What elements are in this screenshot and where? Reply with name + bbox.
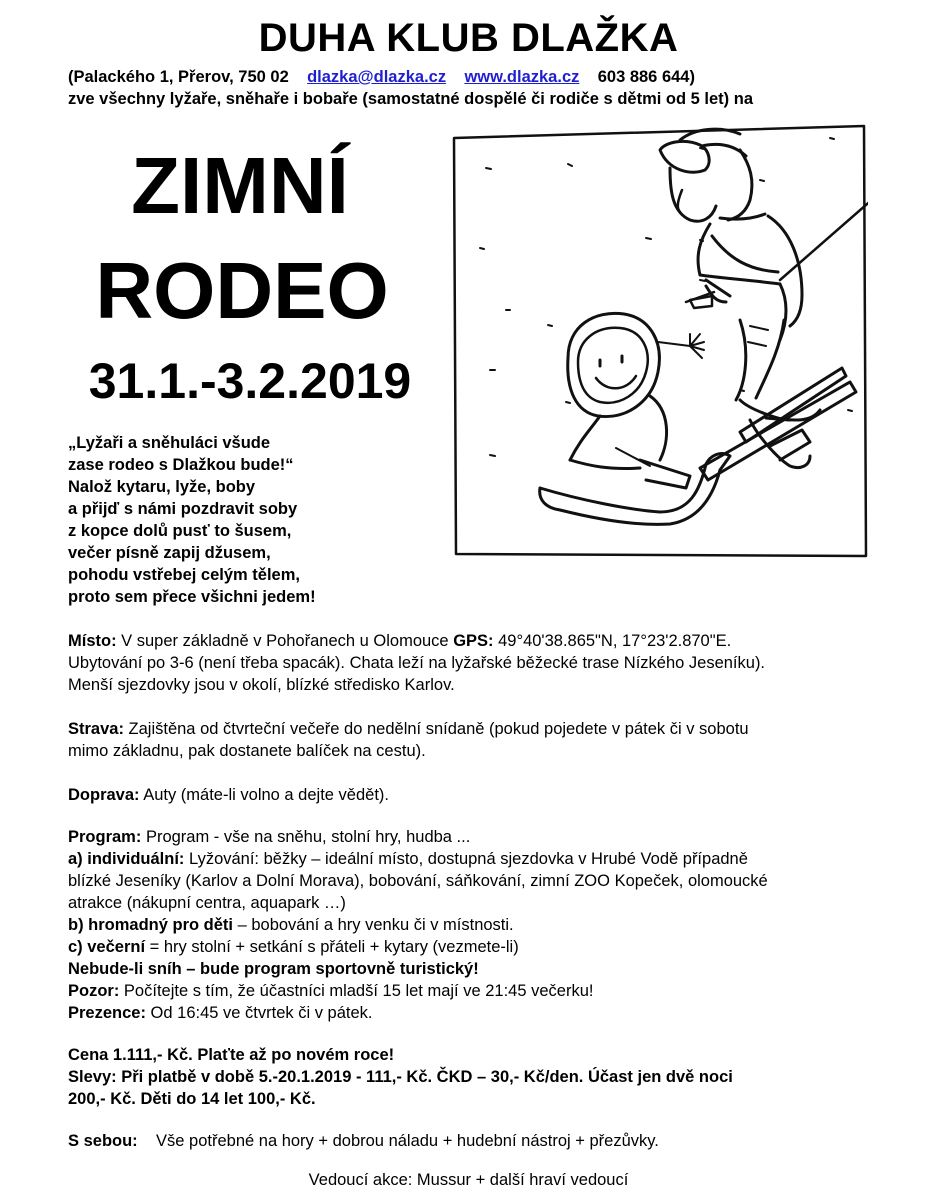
doprava-text: Auty (máte-li volno a dejte vědět). <box>139 786 389 804</box>
poem-line: Nalož kytaru, lyže, boby <box>68 478 256 496</box>
misto-label: Místo: <box>68 632 117 650</box>
poem-line: zase rodeo s Dlažkou bude!“ <box>68 456 294 474</box>
program-a-label: a) individuální: <box>68 850 185 868</box>
poem-line: večer písně zapij džusem, <box>68 544 271 562</box>
event-title-line2: RODEO <box>95 246 389 335</box>
section-strava <box>68 718 898 762</box>
snow-note: Nebude-li sníh – bude program sportovně turistický! <box>68 960 479 978</box>
sebou-text: Vše potřebné na hory + dobrou náladu + hudební nástroj + přezůvky. <box>137 1132 659 1150</box>
event-dates: 31.1.-3.2.2019 <box>88 353 412 409</box>
section-sebou <box>68 1130 898 1152</box>
poem-line: proto sem přece všichni jedem! <box>68 588 316 606</box>
prezence-text: Od 16:45 ve čtvrtek či v pátek. <box>145 1004 373 1022</box>
program-a-line2: blízké Jeseníky (Karlov a Dolní Morava), bobování, sáňkování, zimní ZOO Kopeček, olomoucké <box>68 872 768 890</box>
program-c-text: = hry stolní + setkání s přáteli + kytary (vezmete-li) <box>145 938 519 956</box>
pozor-text: Počítejte s tím, že účastníci mladší 15 let mají ve 21:45 večerku! <box>119 982 594 1000</box>
club-title: DUHA KLUB DLAŽKA <box>258 16 679 60</box>
poem-line: pohodu vstřebej celým tělem, <box>68 566 300 584</box>
address: (Palackého 1, Přerov, 750 02 <box>68 68 289 86</box>
misto-line3: Menší sjezdovky jsou v okolí, blízké středisko Karlov. <box>68 676 455 694</box>
gps-label: GPS: <box>453 632 494 650</box>
website-link[interactable]: www.dlazka.cz <box>464 68 580 86</box>
prezence-label: Prezence: <box>68 1004 146 1022</box>
section-misto <box>68 630 898 696</box>
poem-line: „Lyžaři a sněhuláci všude <box>68 434 271 452</box>
discounts-line1: Slevy: Při platbě v době 5.-20.1.2019 - 111,- Kč. ČKD – 30,- Kč/den. Účast jen dvě noci <box>68 1068 733 1086</box>
program-text: Program - vše na sněhu, stolní hry, hudba ... <box>141 828 471 846</box>
section-doprava <box>68 784 898 806</box>
leader-line: Vedoucí akce: Mussur + další hraví vedoucí <box>308 1171 629 1189</box>
strava-text: Zajištěna od čtvrteční večeře do nedělní snídaně (pokud pojedete v pátek či v sobotu <box>123 720 749 738</box>
strava-line2: mimo základnu, pak dostanete balíček na cestu). <box>68 742 426 760</box>
price: Cena 1.111,- Kč. Plaťte až po novém roce! <box>68 1046 395 1064</box>
doprava-label: Doprava: <box>68 786 140 804</box>
program-a-line3: atrakce (nákupní centra, aquapark …) <box>68 894 346 912</box>
program-b-label: b) hromadný pro děti <box>68 916 233 934</box>
strava-label: Strava: <box>68 720 124 738</box>
pozor-label: Pozor: <box>68 982 120 1000</box>
misto-text: V super základně v Pohořanech u Olomouce <box>116 632 454 650</box>
poem <box>68 432 316 608</box>
skier-sled-illustration <box>450 120 868 560</box>
poem-line: a přijď s námi pozdravit soby <box>68 500 298 518</box>
contact-line <box>68 66 695 88</box>
phone: 603 886 644) <box>597 68 695 86</box>
gps-coordinates: 49°40'38.865"N, 17°23'2.870"E. <box>493 632 732 650</box>
program-b-text: – bobování a hry venku či v místnosti. <box>233 916 514 934</box>
program-a-line1: Lyžování: běžky – ideální místo, dostupná sjezdovka v Hrubé Vodě případně <box>184 850 748 868</box>
poem-line: z kopce dolů pusť to šusem, <box>68 522 292 540</box>
section-program <box>68 826 898 1024</box>
invite-line: zve všechny lyžaře, sněhaře i bobaře (samostatné dospělé či rodiče s dětmi od 5 let) na <box>68 90 753 108</box>
sebou-label: S sebou: <box>68 1132 138 1150</box>
discounts-line2: 200,- Kč. Děti do 14 let 100,- Kč. <box>68 1090 316 1108</box>
program-c-label: c) večerní <box>68 938 146 956</box>
email-link[interactable]: dlazka@dlazka.cz <box>307 68 447 86</box>
program-label: Program: <box>68 828 142 846</box>
event-title-line1: ZIMNÍ <box>131 141 349 230</box>
section-pricing <box>68 1044 898 1110</box>
misto-line2: Ubytování po 3-6 (není třeba spacák). Chata leží na lyžařské běžecké trase Nízkého Jeseníku). <box>68 654 766 672</box>
